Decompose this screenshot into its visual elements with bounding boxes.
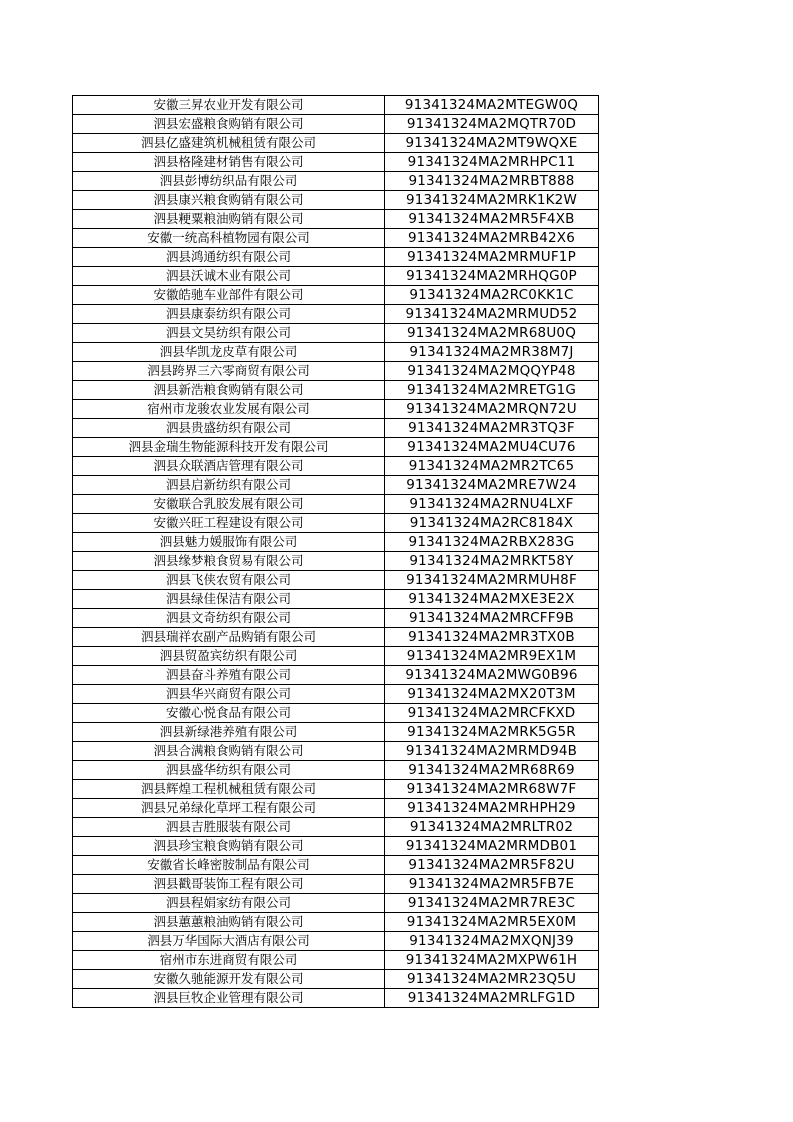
credit-code-cell: 91341324MA2MXE3E2X [385, 590, 599, 609]
company-name-cell: 泗县兄弟绿化草坪工程有限公司 [73, 799, 385, 818]
company-name-cell: 泗县贵盛纺织有限公司 [73, 419, 385, 438]
company-name-cell: 泗县宏盛粮食购销有限公司 [73, 115, 385, 134]
credit-code-cell: 91341324MA2RC0KK1C [385, 286, 599, 305]
credit-code-cell: 91341324MA2MRHPH29 [385, 799, 599, 818]
credit-code-cell: 91341324MA2MRMDB01 [385, 837, 599, 856]
table-row [73, 856, 599, 875]
credit-code-cell: 91341324MA2MR2TC65 [385, 457, 599, 476]
company-name-cell: 泗县戳哥装饰工程有限公司 [73, 875, 385, 894]
credit-code-cell: 91341324MA2MR5F4XB [385, 210, 599, 229]
table-row [73, 989, 599, 1008]
table-row [73, 362, 599, 381]
company-name-cell: 安徽省长峰密胺制品有限公司 [73, 856, 385, 875]
table-row [73, 628, 599, 647]
table-row [73, 438, 599, 457]
credit-code-cell: 91341324MA2MRCFKXD [385, 704, 599, 723]
company-name-cell: 泗县绿佳保洁有限公司 [73, 590, 385, 609]
table-row [73, 666, 599, 685]
credit-code-cell: 91341324MA2MR68U0Q [385, 324, 599, 343]
credit-code-cell: 91341324MA2MRETG1G [385, 381, 599, 400]
table-row [73, 172, 599, 191]
table-row [73, 780, 599, 799]
credit-code-cell: 91341324MA2MTEGW0Q [385, 96, 599, 115]
company-name-cell: 安徽心悦食品有限公司 [73, 704, 385, 723]
table-row [73, 115, 599, 134]
company-name-cell: 泗县格隆建材销售有限公司 [73, 153, 385, 172]
company-registry-table [72, 95, 599, 1008]
table-row [73, 704, 599, 723]
company-name-cell: 泗县华兴商贸有限公司 [73, 685, 385, 704]
table-body [73, 96, 599, 1008]
company-name-cell: 安徽联合乳胶发展有限公司 [73, 495, 385, 514]
table-row [73, 305, 599, 324]
table-row [73, 970, 599, 989]
company-name-cell: 泗县文奇纺织有限公司 [73, 609, 385, 628]
table-row [73, 286, 599, 305]
credit-code-cell: 91341324MA2RC8184X [385, 514, 599, 533]
company-name-cell: 泗县新绿港养殖有限公司 [73, 723, 385, 742]
credit-code-cell: 91341324MA2MR5EX0M [385, 913, 599, 932]
table-row [73, 381, 599, 400]
company-name-cell: 安徽久驰能源开发有限公司 [73, 970, 385, 989]
credit-code-cell: 91341324MA2RBX283G [385, 533, 599, 552]
credit-code-cell: 91341324MA2MR3TQ3F [385, 419, 599, 438]
company-name-cell: 泗县瑞祥农副产品购销有限公司 [73, 628, 385, 647]
credit-code-cell: 91341324MA2MRMUD52 [385, 305, 599, 324]
table-row [73, 609, 599, 628]
table-row [73, 894, 599, 913]
table-row [73, 514, 599, 533]
credit-code-cell: 91341324MA2MR5FB7E [385, 875, 599, 894]
credit-code-cell: 91341324MA2MRK5G5R [385, 723, 599, 742]
credit-code-cell: 91341324MA2MRLFG1D [385, 989, 599, 1008]
company-name-cell: 安徽兴旺工程建设有限公司 [73, 514, 385, 533]
credit-code-cell: 91341324MA2MRHPC11 [385, 153, 599, 172]
company-name-cell: 泗县盛华纺织有限公司 [73, 761, 385, 780]
company-name-cell: 泗县巨牧企业管理有限公司 [73, 989, 385, 1008]
company-name-cell: 泗县康泰纺织有限公司 [73, 305, 385, 324]
table-row [73, 191, 599, 210]
credit-code-cell: 91341324MA2MU4CU76 [385, 438, 599, 457]
company-name-cell: 泗县鸿通纺织有限公司 [73, 248, 385, 267]
company-name-cell: 安徽皓驰车业部件有限公司 [73, 286, 385, 305]
table-row [73, 571, 599, 590]
company-name-cell: 泗县金瑞生物能源科技开发有限公司 [73, 438, 385, 457]
company-name-cell: 泗县蕙蕙粮油购销有限公司 [73, 913, 385, 932]
table-row [73, 685, 599, 704]
credit-code-cell: 91341324MA2MRMUF1P [385, 248, 599, 267]
credit-code-cell: 91341324MA2MQQYP48 [385, 362, 599, 381]
table-row [73, 343, 599, 362]
table-row [73, 837, 599, 856]
company-name-cell: 泗县亿盛建筑机械租赁有限公司 [73, 134, 385, 153]
credit-code-cell: 91341324MA2MRHQG0P [385, 267, 599, 286]
table-row [73, 324, 599, 343]
company-name-cell: 安徽一统高科植物园有限公司 [73, 229, 385, 248]
company-name-cell: 泗县文昊纺织有限公司 [73, 324, 385, 343]
credit-code-cell: 91341324MA2MRMD94B [385, 742, 599, 761]
company-name-cell: 泗县彭博纺织品有限公司 [73, 172, 385, 191]
table-row [73, 210, 599, 229]
credit-code-cell: 91341324MA2MRQN72U [385, 400, 599, 419]
table-row [73, 229, 599, 248]
table-row [73, 153, 599, 172]
company-name-cell: 泗县程娟家纺有限公司 [73, 894, 385, 913]
company-name-cell: 泗县辉煌工程机械租赁有限公司 [73, 780, 385, 799]
company-name-cell: 宿州市东进商贸有限公司 [73, 951, 385, 970]
table-row [73, 96, 599, 115]
company-name-cell: 安徽三昇农业开发有限公司 [73, 96, 385, 115]
table-row [73, 723, 599, 742]
company-name-cell: 泗县贸盈宾纺织有限公司 [73, 647, 385, 666]
credit-code-cell: 91341324MA2MR5F82U [385, 856, 599, 875]
table-row [73, 951, 599, 970]
table-row [73, 647, 599, 666]
table-row [73, 400, 599, 419]
company-name-cell: 泗县众联酒店管理有限公司 [73, 457, 385, 476]
table-row [73, 818, 599, 837]
company-name-cell: 泗县合满粮食购销有限公司 [73, 742, 385, 761]
company-name-cell: 泗县新浩粮食购销有限公司 [73, 381, 385, 400]
credit-code-cell: 91341324MA2MR3TX0B [385, 628, 599, 647]
company-name-cell: 泗县珍宝粮食购销有限公司 [73, 837, 385, 856]
company-name-cell: 泗县飞侠农贸有限公司 [73, 571, 385, 590]
company-name-cell: 泗县魅力媛服饰有限公司 [73, 533, 385, 552]
table-row [73, 590, 599, 609]
company-name-cell: 泗县跨界三六零商贸有限公司 [73, 362, 385, 381]
company-name-cell: 泗县万华国际大酒店有限公司 [73, 932, 385, 951]
credit-code-cell: 91341324MA2MRBT888 [385, 172, 599, 191]
company-name-cell: 泗县沃诚木业有限公司 [73, 267, 385, 286]
company-name-cell: 泗县康兴粮食购销有限公司 [73, 191, 385, 210]
credit-code-cell: 91341324MA2MR9EX1M [385, 647, 599, 666]
table-row [73, 742, 599, 761]
table-row [73, 419, 599, 438]
table-row [73, 913, 599, 932]
company-name-cell: 宿州市龙骏农业发展有限公司 [73, 400, 385, 419]
credit-code-cell: 91341324MA2MR68W7F [385, 780, 599, 799]
credit-code-cell: 91341324MA2MRKT58Y [385, 552, 599, 571]
credit-code-cell: 91341324MA2MRB42X6 [385, 229, 599, 248]
credit-code-cell: 91341324MA2MR68R69 [385, 761, 599, 780]
credit-code-cell: 91341324MA2MQTR70D [385, 115, 599, 134]
credit-code-cell: 91341324MA2MR7RE3C [385, 894, 599, 913]
credit-code-cell: 91341324MA2MRMUH8F [385, 571, 599, 590]
credit-code-cell: 91341324MA2RNU4LXF [385, 495, 599, 514]
table-row [73, 134, 599, 153]
credit-code-cell: 91341324MA2MX20T3M [385, 685, 599, 704]
company-name-cell: 泗县粳粟粮油购销有限公司 [73, 210, 385, 229]
table-row [73, 495, 599, 514]
table-row [73, 552, 599, 571]
table-row [73, 799, 599, 818]
company-name-cell: 泗县吉胜服装有限公司 [73, 818, 385, 837]
table-row [73, 875, 599, 894]
table-row [73, 457, 599, 476]
credit-code-cell: 91341324MA2MWG0B96 [385, 666, 599, 685]
credit-code-cell: 91341324MA2MRK1K2W [385, 191, 599, 210]
credit-code-cell: 91341324MA2MXQNJ39 [385, 932, 599, 951]
company-name-cell: 泗县启新纺织有限公司 [73, 476, 385, 495]
table-row [73, 476, 599, 495]
company-name-cell: 泗县奋斗养殖有限公司 [73, 666, 385, 685]
credit-code-cell: 91341324MA2MRCFF9B [385, 609, 599, 628]
table-row [73, 533, 599, 552]
table-row [73, 248, 599, 267]
credit-code-cell: 91341324MA2MR38M7J [385, 343, 599, 362]
table-row [73, 761, 599, 780]
credit-code-cell: 91341324MA2MRLTR02 [385, 818, 599, 837]
company-name-cell: 泗县华凯龙皮草有限公司 [73, 343, 385, 362]
credit-code-cell: 91341324MA2MRE7W24 [385, 476, 599, 495]
credit-code-cell: 91341324MA2MXPW61H [385, 951, 599, 970]
table-row [73, 267, 599, 286]
credit-code-cell: 91341324MA2MT9WQXE [385, 134, 599, 153]
credit-code-cell: 91341324MA2MR23Q5U [385, 970, 599, 989]
company-name-cell: 泗县缘梦粮食贸易有限公司 [73, 552, 385, 571]
table-row [73, 932, 599, 951]
